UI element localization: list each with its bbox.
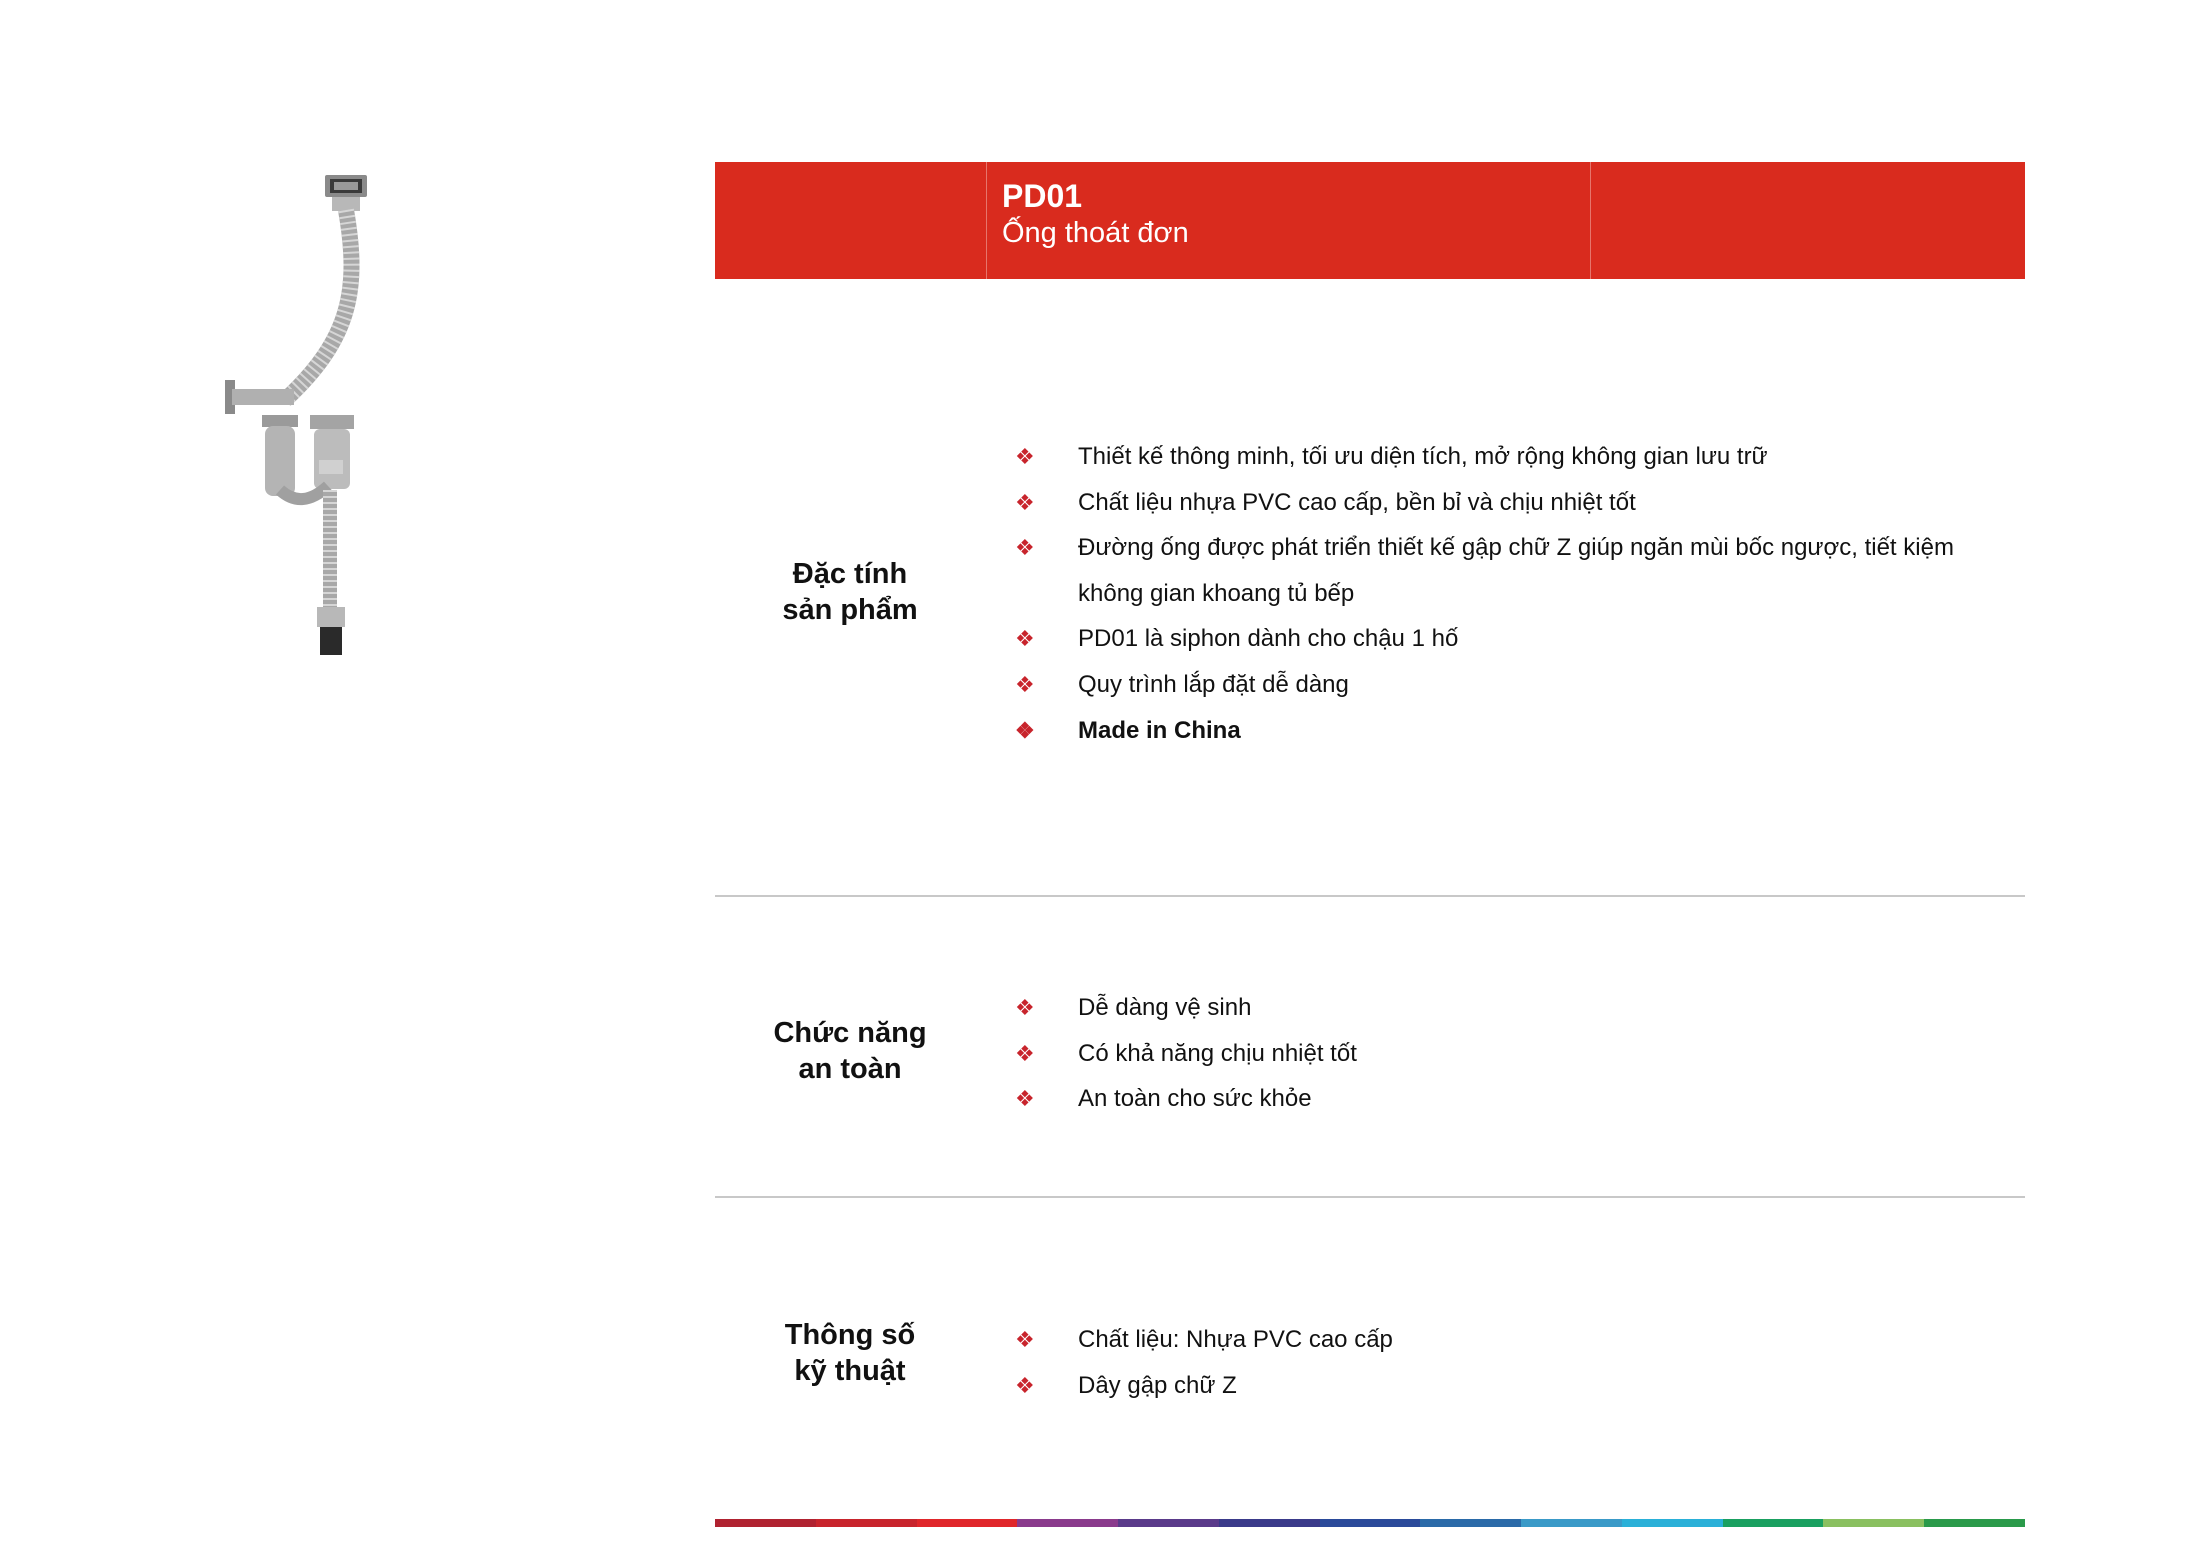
list-item: ❖ Quy trình lắp đặt dễ dàng: [1015, 662, 2015, 708]
footer-stripe-segment: [917, 1519, 1018, 1527]
specs-list: [1015, 1317, 2015, 1408]
list-item: ❖ Thiết kế thông minh, tối ưu diện tích, mở rộng không gian lưu trữ: [1015, 434, 2015, 480]
footer-stripe-segment: [1823, 1519, 1924, 1527]
diamond-bullet-icon: ❖: [1015, 1372, 1035, 1398]
list-item: ❖ Dễ dàng vệ sinh: [1015, 985, 2015, 1031]
footer-stripe-segment: [1622, 1519, 1723, 1527]
features-list: [1015, 434, 2015, 753]
footer-stripe-segment: [1723, 1519, 1824, 1527]
footer-stripe-segment: [1320, 1519, 1421, 1527]
section-label-safety: [715, 1015, 985, 1087]
header-divider: [986, 162, 987, 279]
product-subtitle: Ống thoát đơn: [1002, 217, 1189, 249]
safety-list: [1015, 985, 2015, 1122]
diamond-bullet-icon: ❖: [1015, 444, 1035, 469]
diamond-bullet-icon: ❖: [1015, 535, 1035, 561]
section-label-line: kỹ thuật: [794, 1355, 906, 1387]
footer-color-stripe: [715, 1519, 2025, 1527]
footer-stripe-segment: [816, 1519, 917, 1527]
footer-stripe-segment: [1219, 1519, 1320, 1527]
diamond-bullet-icon: ❖: [1015, 1327, 1035, 1352]
list-item: ❖ Có khả năng chịu nhiệt tốt: [1015, 1031, 2015, 1077]
list-item: ❖ Dây gập chữ Z: [1015, 1363, 2015, 1409]
header-divider: [1590, 162, 1591, 279]
diamond-bullet-icon: ❖: [1015, 717, 1035, 743]
list-item: ❖ An toàn cho sức khỏe: [1015, 1076, 2015, 1122]
footer-stripe-segment: [1924, 1519, 2025, 1527]
footer-stripe-segment: [1420, 1519, 1521, 1527]
section-divider: [715, 1196, 2025, 1198]
footer-stripe-segment: [1118, 1519, 1219, 1527]
section-label-features: [715, 556, 985, 628]
section-divider: [715, 895, 2025, 897]
diamond-bullet-icon: ❖: [1015, 1086, 1035, 1112]
list-item: ❖ Made in China: [1015, 708, 2015, 754]
diamond-bullet-icon: ❖: [1015, 1040, 1035, 1066]
section-label-line: Thông số: [784, 1319, 916, 1351]
diamond-bullet-icon: ❖: [1015, 489, 1035, 515]
list-item: ❖ Chất liệu nhựa PVC cao cấp, bền bỉ và chịu nhiệt tốt: [1015, 480, 2015, 526]
list-item: ❖ Đường ống được phát triển thiết kế gập chữ Z giúp ngăn mùi bốc ngược, tiết kiệm không gian khoang tủ bếp: [1015, 525, 2015, 616]
footer-stripe-segment: [1017, 1519, 1118, 1527]
diamond-bullet-icon: ❖: [1015, 671, 1035, 697]
diamond-bullet-icon: ❖: [1015, 995, 1035, 1020]
product-image: [210, 170, 390, 670]
section-label-line: Đặc tính: [792, 558, 908, 590]
section-label-line: sản phẩm: [782, 594, 918, 626]
product-code: PD01: [1002, 178, 1083, 214]
footer-stripe-segment: [715, 1519, 816, 1527]
section-label-line: an toàn: [798, 1053, 902, 1085]
footer-stripe-segment: [1521, 1519, 1622, 1527]
list-item: ❖ PD01 là siphon dành cho chậu 1 hố: [1015, 616, 2015, 662]
section-label-specs: [715, 1317, 985, 1389]
product-header: [715, 162, 2025, 279]
list-item: ❖ Chất liệu: Nhựa PVC cao cấp: [1015, 1317, 2015, 1363]
diamond-bullet-icon: ❖: [1015, 626, 1035, 652]
section-label-line: Chức năng: [773, 1017, 927, 1049]
